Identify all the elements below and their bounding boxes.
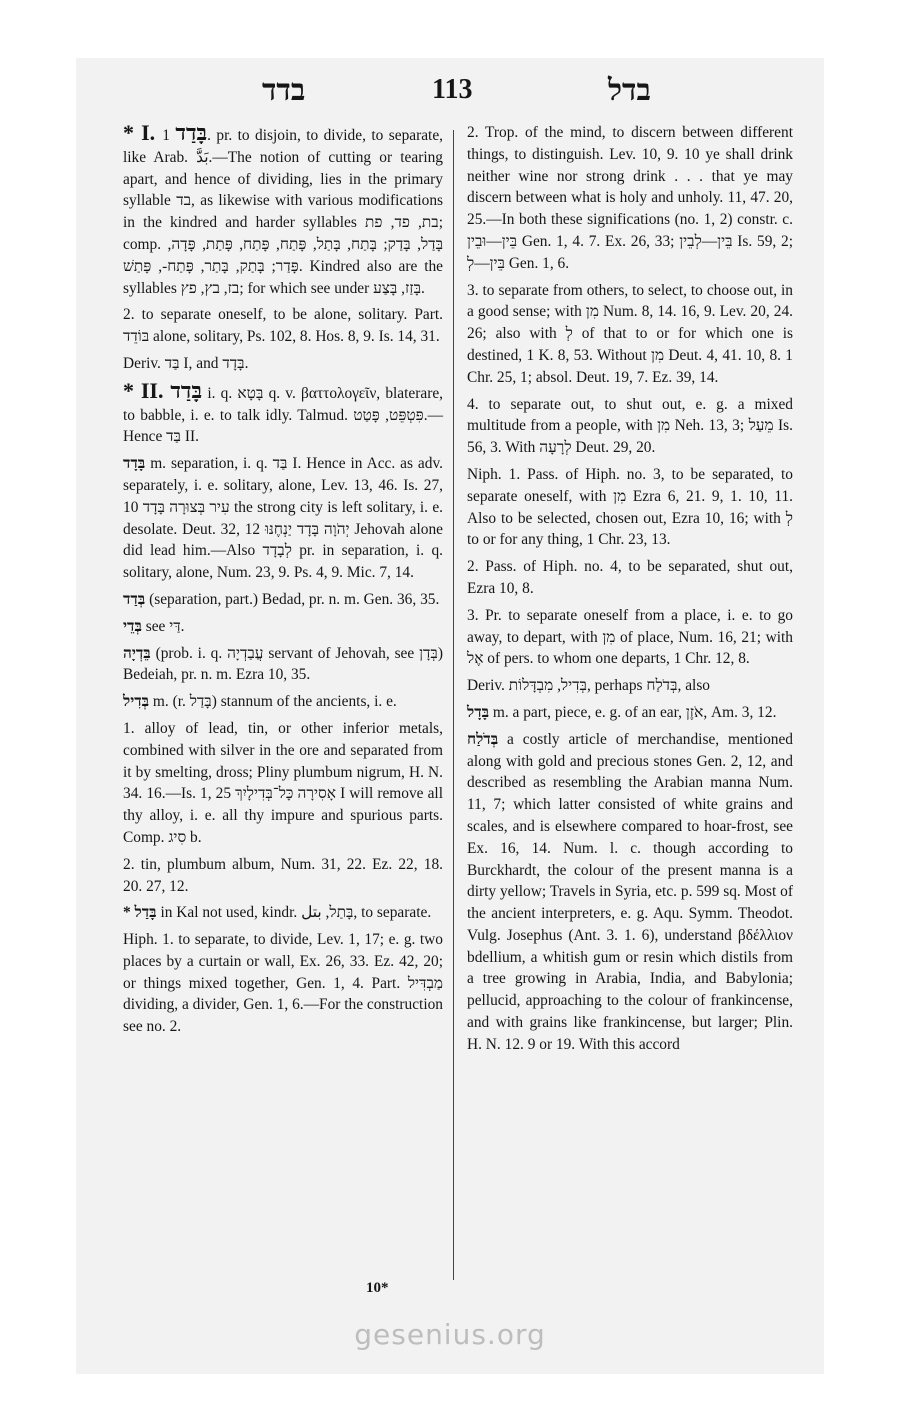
entry-text: a costly article of merchandise, mentioned along with gold and precious stones Gen. 2, 12, and described as resembling the Arabian manna Num. 11, 7; which latter consisted of white grains and scales, and is elsewhere compared to hoar-frost, see Ex. 16, 14. Num. l. c. though according to Burckhardt, the colour of the present manna is a dirty yellow; Travels in Syria, etc. p. 599 sq. Most of the ancient interpreters, e. g. Aqu. Symm. Theodot. Vulg. Josephus (Ant. 3. 1. 6), understand βδέλλιον bdellium, a whitish gum or resin which distils from a tree growing in Arabia, India, and Babylonia; pellucid, approaching to the colour of frankincense, and with grains like frankincense, but larger; Plin. H. N. 12. 9 or 19. With this accord (467, 730, 793, 1053)
entry-text: Deriv. בְּדִיל, מִבְדָּלוֹת, perhaps בְּדֹלַח, also (467, 677, 711, 695)
entry-text: 2. tin, plumbum album, Num. 31, 22. Ez. 22, 18. 20. 27, 12. (123, 855, 443, 895)
entry-text: (separation, part.) Bedad, pr. n. m. Gen. 36, 35. (149, 590, 440, 608)
running-head-right: בדל (608, 74, 651, 107)
entry-text: i. q. בָּטָא q. v. βαττολογεῖν, blaterare, to babble, i. e. to talk idly. Talmud. פִּטְפֵּט, פָּטַט.—Hence בַּד II. (123, 384, 443, 446)
entry-text: m. a part, piece, e. g. of an ear, אֹזֶן, Am. 3, 12. (492, 703, 777, 721)
dictionary-entry (123, 718, 443, 849)
dictionary-entry (467, 605, 793, 670)
watermark-footer[interactable]: gesenius.org (354, 1318, 546, 1351)
entry-headword: בְּדֵי (123, 617, 142, 635)
entry-text: see דַּי. (145, 617, 185, 635)
entry-text: 2. to separate oneself, to be alone, solitary. Part. בּוֹדֵד alone, solitary, Ps. 102, 8. Hos. 8, 9. Is. 14, 31. (123, 306, 443, 346)
entry-text: in Kal not used, kindr. בָּתַל, بتل, to separate. (160, 904, 432, 922)
entry-headword: בָּדָד (123, 455, 146, 473)
entry-headword: בָּדָל (467, 703, 490, 721)
entry-text: m. (r. בָּדַל) stannum of the ancients, i. e. (152, 693, 397, 711)
dictionary-entry (123, 902, 443, 924)
dictionary-entry (123, 304, 443, 348)
entry-headword: בֵּדְיָה (123, 644, 151, 662)
dictionary-entry (123, 353, 443, 375)
dictionary-entry (123, 929, 443, 1038)
dictionary-entry (467, 280, 793, 389)
dictionary-entry (467, 464, 793, 551)
signature-mark: 10* (366, 1280, 389, 1296)
dictionary-entry (123, 122, 443, 299)
dictionary-entry (467, 675, 793, 697)
left-column (123, 122, 443, 1043)
dictionary-entry (123, 377, 443, 448)
entry-headword: * I. בָּדַד (123, 120, 208, 145)
entry-text: 1. pr. to disjoin, to divide, to separate, like Arab. بَدَّ.—The notion of cutting or tearing apart, and hence of dividing, lies in the primary syllable בד, as likewise with various modifications in the kindred and harder syllables בת, פד, פת; comp. בָּדַל, בָּדַק; בָּתַח, בָּתַל, פָּתַח, פָּתַח, פָּתַת, פָּדָה, פָּדַר; בָּתַק, בָּתַר, פָּתַח-, פָּתַשׁ. Kindred also are the syllables בז, בץ, פץ; for which see under בָּזַז, בָּצַע. (123, 127, 444, 297)
dictionary-entry (467, 729, 793, 1056)
right-column (467, 122, 793, 1061)
column-divider (453, 130, 454, 1280)
entry-headword: בְּדַד (123, 590, 146, 608)
dictionary-entry (467, 394, 793, 459)
entry-text: 4. to separate out, to shut out, e. g. a mixed multitude from a people, with מִן Neh. 13, 3; מֵעַל Is. 56, 3. With לְרָעָה Deut. 29, 20. (467, 395, 793, 457)
dictionary-entry (123, 854, 443, 898)
dictionary-entry (123, 616, 443, 638)
entry-text: 2. Pass. of Hiph. no. 4, to be separated, shut out, Ezra 10, 8. (467, 558, 793, 597)
entry-text: 3. to separate from others, to select, to choose out, in a good sense; with מִן Num. 8, 14. 16, 9. Lev. 20, 24. 26; also with לְ of that to or for which one is destined, 1 K. 8, 53. Without מִן Deut. 4, 41. 10, 8. 1 Chr. 25, 1; absol. Deut. 19, 7. Ez. 39, 14. (467, 281, 793, 386)
entry-text: 1. alloy of lead, tin, or other inferior metals, combined with silver in the ore and separated from it by smelting, dross; Pliny plumbum nigrum, H. N. 34. 16.—Is. 1, 25 אָסִירָה כָּל־בְּדִילָיִךְ I will remove all thy alloy, i. e. all thy impure and spurious parts. Comp. סִיג b. (123, 719, 443, 846)
entry-headword: בְּדֹלַח (467, 730, 499, 748)
entry-text: Deriv. בַּד I, and בָּדָד. (123, 354, 249, 372)
entry-headword: * בָּדַל (123, 904, 157, 922)
entry-text: Niph. 1. Pass. of Hiph. no. 3, to be separated, to separate oneself, with מִן Ezra 6, 21. 9, 1. 10, 11. Also to be selected, chosen out, Ezra 10, 16; with לְ to or for any thing, 1 Chr. 23, 13. (467, 465, 793, 549)
entry-headword: בְּדִיל (123, 693, 150, 711)
dictionary-entry (123, 453, 443, 584)
entry-text: m. separation, i. q. בַּד I. Hence in Acc. as adv. separately, i. e. solitary, alone, Lev. 13, 46. Is. 27, 10 עִיר בְּצוּרָה בָּדָד the strong city is left solitary, i. e. desolate. Deut. 32, 12 יְהֹוָה בָּדָד יַנְחֶנּוּ Jehovah alone did lead him.—Also לְבָדָד pr. in separation, i. q. solitary, alone, Num. 23, 9. Ps. 4, 9. Mic. 7, 14. (123, 455, 444, 582)
dictionary-entry (467, 122, 793, 275)
dictionary-entry (467, 556, 793, 600)
entry-headword: * II. בָּדַד (123, 377, 203, 403)
running-head-left: בדד (262, 74, 306, 107)
dictionary-entry (123, 643, 443, 687)
dictionary-entry (467, 702, 793, 724)
entry-text: 3. Pr. to separate oneself from a place, i. e. to go away, to depart, with מִן of place, Num. 16, 21; with אֶל of pers. to whom one departs, 1 Chr. 12, 8. (467, 606, 793, 668)
entry-text: Hiph. 1. to separate, to divide, Lev. 1, 17; e. g. two places by a curtain or wall, Ex. 26, 33. Ez. 42, 20; or things mixed together, Gen. 1, 4. Part. מַבְדִּיל dividing, a divider, Gen. 1, 6.—For the construction see no. 2. (123, 931, 443, 1036)
entry-text: (prob. i. q. עֲבַדְיָה servant of Jehovah, see בְּדָן) Bedeiah, pr. n. m. Ezra 10, 35. (123, 644, 443, 684)
dictionary-entry (123, 589, 443, 611)
page-number: 113 (432, 74, 473, 105)
entry-text: 2. Trop. of the mind, to discern between different things, to distinguish. Lev. 10, 9. 10 ye shall drink neither wine nor strong drink . . . that ye may discern between what is holy and unholy. 11, 47. 20, 25.—In both these significations (no. 1, 2) constr. c. בֵּין—וּבֵין Gen. 1, 4. 7. Ex. 26, 33; בֵּין—לְבֵין Is. 59, 2; בֵּין—לְ Gen. 1, 6. (467, 124, 793, 272)
dictionary-entry (123, 691, 443, 713)
